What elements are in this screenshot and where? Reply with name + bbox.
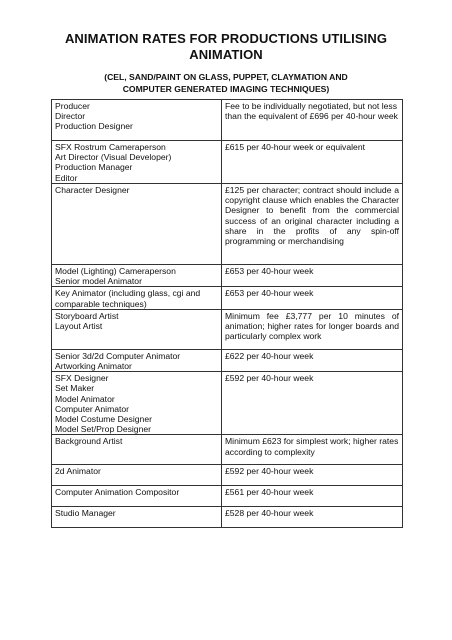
rate-cell: £592 per 40-hour week	[222, 465, 403, 486]
role-name: Director	[55, 111, 86, 122]
table-row	[52, 349, 403, 371]
role-name: Senior model Animator	[55, 276, 142, 287]
role-cell: Studio Manager	[52, 507, 222, 528]
table-row	[52, 486, 403, 507]
role-name: Model Set/Prop Designer	[55, 424, 152, 435]
role-name: SFX Designer	[55, 373, 109, 384]
role-name: Model (Lighting) Cameraperson	[55, 266, 176, 276]
document-title	[40, 31, 412, 63]
rate-cell: £615 per 40-hour week or equivalent	[222, 141, 403, 184]
rate-cell: £653 per 40-hour week	[222, 265, 403, 287]
role-name: Model Animator	[55, 393, 115, 404]
table-row	[52, 507, 403, 528]
role-name: Set Maker	[55, 383, 95, 394]
role-name: Model Costume Designer	[55, 414, 152, 425]
role-name: Production Manager	[55, 162, 133, 173]
subtitle-line-1: (CEL, SAND/PAINT ON GLASS, PUPPET, CLAYMATION AND	[104, 72, 348, 82]
table-row	[52, 184, 403, 265]
role-cell	[52, 141, 222, 184]
rates-table	[51, 99, 403, 528]
rate-cell: £592 per 40-hour week	[222, 372, 403, 435]
rate-cell: Fee to be individually negotiated, but not less than the equivalent of £696 per 40-hour week	[222, 100, 403, 141]
role-cell: Computer Animation Compositor	[52, 486, 222, 507]
role-cell: Key Animator (including glass, cgi and comparable techniques)	[52, 287, 222, 309]
rate-cell: £622 per 40-hour week	[222, 349, 403, 371]
title-line-1: ANIMATION RATES FOR PRODUCTIONS UTILISING	[64, 31, 388, 46]
subtitle-line-2: COMPUTER GENERATED IMAGING TECHNIQUES)	[122, 84, 330, 94]
role-name: Production Designer	[55, 121, 133, 132]
table-row	[52, 465, 403, 486]
role-name: SFX Rostrum Cameraperson	[55, 142, 166, 152]
role-name: Computer Animator	[55, 403, 130, 414]
role-cell	[52, 309, 222, 349]
table-row	[52, 100, 403, 141]
table-row	[52, 309, 403, 349]
role-cell: Background Artist	[52, 435, 222, 465]
role-name: Senior 3d/2d Computer Animator	[55, 350, 181, 361]
table-row	[52, 435, 403, 465]
role-cell	[52, 100, 222, 141]
role-cell	[52, 349, 222, 371]
role-name: Layout Artist	[55, 321, 103, 332]
role-name: Artworking Animator	[55, 361, 132, 372]
rate-cell: £653 per 40-hour week	[222, 287, 403, 309]
rate-cell: £528 per 40-hour week	[222, 507, 403, 528]
rate-cell: £125 per character; contract should include a copyright clause which enables the Character Designer to benefit from the commercial success of an original character including a share in the profits of any spin-off programming or merchandising	[222, 184, 403, 265]
role-name: Storyboard Artist	[55, 310, 119, 321]
role-cell: 2d Animator	[52, 465, 222, 486]
role-name: Editor	[55, 172, 78, 183]
role-cell	[52, 265, 222, 287]
table-row	[52, 287, 403, 309]
rate-cell: Minimum fee £3,777 per 10 minutes of animation; higher rates for longer boards and particularly complex work	[222, 309, 403, 349]
role-name: Character Designer	[55, 185, 130, 195]
document-subtitle	[40, 71, 412, 95]
table-row	[52, 265, 403, 287]
table-row	[52, 372, 403, 435]
rate-cell: £561 per 40-hour week	[222, 486, 403, 507]
role-cell	[52, 372, 222, 435]
role-name: Art Director (Visual Developer)	[55, 152, 172, 163]
role-cell	[52, 184, 222, 265]
role-name: Producer	[55, 101, 90, 111]
title-line-2: ANIMATION	[189, 47, 263, 62]
rate-cell: Minimum £623 for simplest work; higher rates according to complexity	[222, 435, 403, 465]
table-row	[52, 141, 403, 184]
